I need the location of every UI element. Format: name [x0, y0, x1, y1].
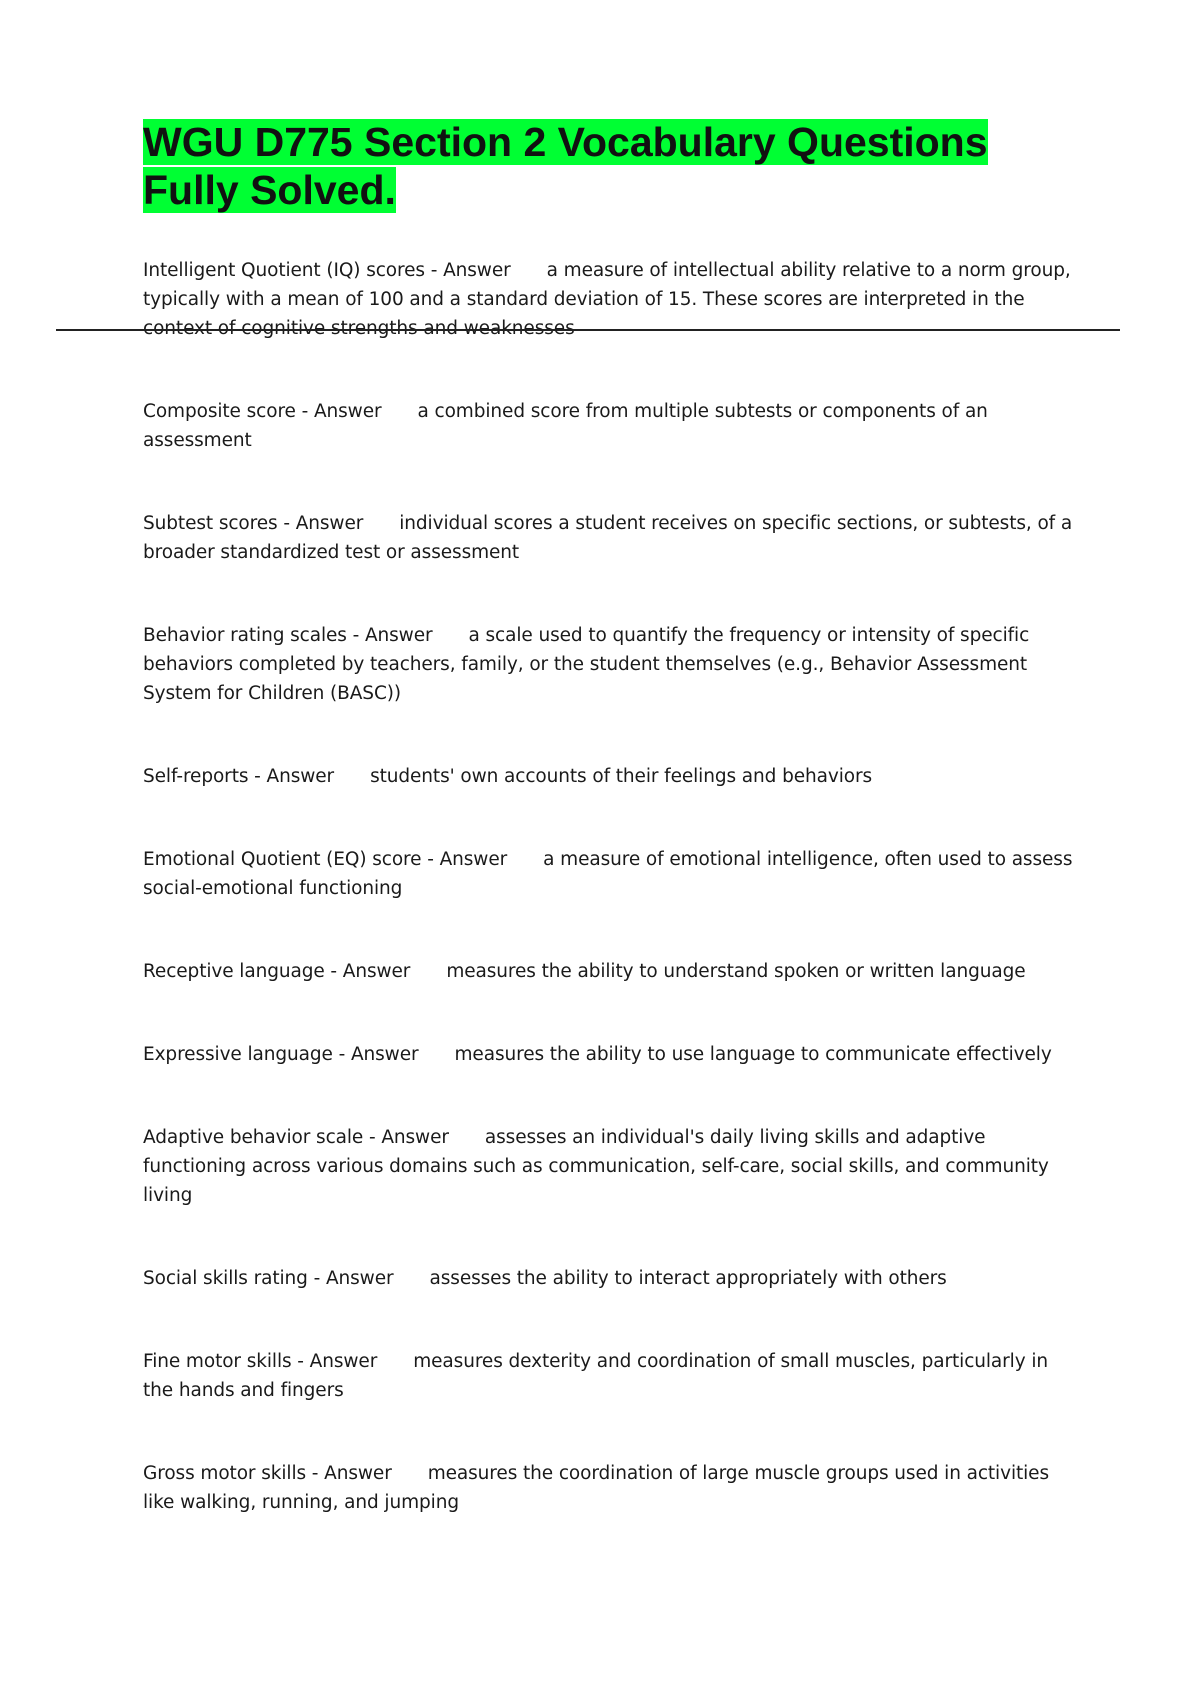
vocab-entry-behavior-rating — [143, 621, 1078, 708]
vocab-entry-expressive — [143, 1040, 1078, 1069]
vocab-entry-gross-motor — [143, 1459, 1078, 1517]
horizontal-rule — [56, 329, 1120, 331]
vocab-term: Fine motor skills - Answer — [143, 1351, 378, 1372]
vocab-definition: individual scores a student receives on specific sections, or subtests, of a broader standardized test or assessment — [143, 513, 1073, 563]
vocab-definition: a measure of emotional intelligence, often used to assess social-emotional functioning — [143, 849, 1073, 899]
vocab-definition: a measure of intellectual ability relative to a norm group, typically with a mean of 100 and a standard deviation of 15. These scores are interpreted in the context of cognitive strengths and weaknesses — [143, 260, 1071, 339]
vocab-definition: a scale used to quantify the frequency or intensity of specific behaviors completed by teachers, family, or the student themselves (e.g., Behavior Assessment System for Children (BASC)) — [143, 625, 1030, 704]
vocab-term: Expressive language - Answer — [143, 1044, 419, 1065]
vocab-definition: measures the coordination of large muscle groups used in activities like walking, running, and jumping — [143, 1463, 1050, 1513]
vocab-entry-adaptive — [143, 1123, 1078, 1210]
vocab-term: Receptive language - Answer — [143, 961, 411, 982]
vocab-term: Intelligent Quotient (IQ) scores - Answer — [143, 260, 511, 281]
vocab-term: Emotional Quotient (EQ) score - Answer — [143, 849, 508, 870]
vocab-entry-subtest — [143, 509, 1078, 567]
document-title — [143, 118, 1003, 214]
vocab-term: Subtest scores - Answer — [143, 513, 364, 534]
vocab-definition: a combined score from multiple subtests or components of an assessment — [143, 401, 988, 451]
vocab-entry-fine-motor — [143, 1347, 1078, 1405]
vocab-entry-self-reports — [143, 762, 1078, 791]
vocab-definition: measures the ability to use language to communicate effectively — [454, 1044, 1052, 1065]
vocab-term: Social skills rating - Answer — [143, 1268, 394, 1289]
vocab-definition: assesses an individual's daily living skills and adaptive functioning across various domains such as communication, self-care, social skills, and community living — [143, 1127, 1049, 1206]
vocab-definition: measures the ability to understand spoken or written language — [446, 961, 1026, 982]
vocab-entry-composite — [143, 397, 1078, 455]
vocab-entry-social-skills — [143, 1264, 1078, 1293]
vocab-term: Composite score - Answer — [143, 401, 382, 422]
vocab-term: Gross motor skills - Answer — [143, 1463, 392, 1484]
vocabulary-list — [143, 256, 1078, 1517]
vocab-definition: assesses the ability to interact appropriately with others — [429, 1268, 947, 1289]
vocab-definition: students' own accounts of their feelings and behaviors — [370, 766, 873, 787]
vocab-term: Adaptive behavior scale - Answer — [143, 1127, 449, 1148]
vocab-term: Behavior rating scales - Answer — [143, 625, 433, 646]
vocab-term: Self-reports - Answer — [143, 766, 335, 787]
vocab-entry-receptive — [143, 957, 1078, 986]
vocab-definition: measures dexterity and coordination of small muscles, particularly in the hands and fingers — [143, 1351, 1049, 1401]
vocab-entry-eq — [143, 845, 1078, 903]
title-highlight: WGU D775 Section 2 Vocabulary Questions Fully Solved. — [143, 119, 988, 213]
